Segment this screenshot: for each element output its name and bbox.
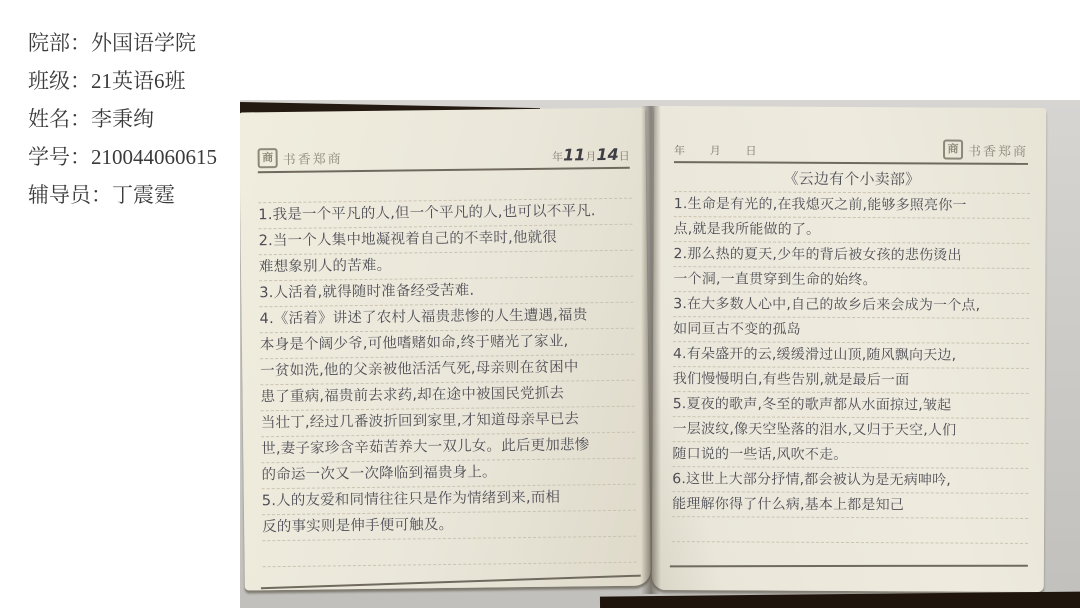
info-value: 21英语6班 [91,69,186,93]
handwritten-line: 1.生命是有光的,在我熄灭之前,能够多照亮你一 [674,192,1030,219]
handwritten-line: 一层波纹,像天空坠落的泪水,又归于天空,人们 [673,417,1029,444]
brand [943,139,1028,159]
brand-logo-icon: 商 [943,139,963,159]
ruled-line-empty [672,517,1028,544]
handwritten-line: 2.当一个人集中地凝视着自己的不幸时,他就很 [259,225,633,256]
handwritten-line: 本身是个阔少爷,可他嗜赌如命,终于赌光了家业, [260,329,634,360]
handwritten-line: 4.《活着》讲述了农村人福贵悲惨的人生遭遇,福贵 [259,303,633,334]
handwritten-line: 3.人活着,就得随时准备经受苦难. [259,277,633,308]
handwritten-line: 4.有朵盛开的云,缓缓滑过山顶,随风飘向天边, [673,342,1029,369]
left-page-ruled-area [258,173,637,568]
table-edge-dark-band [600,591,1080,608]
right-page-ruled-area [672,165,1030,544]
right-page-header [674,138,1028,165]
notebook-photo [240,100,1080,608]
handwritten-line: 患了重病,福贵前去求药,却在途中被国民党抓去 [260,381,634,412]
left-page-footer-line [261,575,641,590]
handwritten-line: 难想象别人的苦难。 [259,251,633,282]
handwritten-line: 世,妻子家珍含辛茹苦养大一双儿女。此后更加悲惨 [261,433,635,464]
info-label: 院部： [28,31,91,55]
info-label: 学号： [28,145,91,169]
brand-name: 书香郑商 [967,143,1029,159]
date-year-label: 年 [552,151,564,164]
notebook-left-page [240,108,651,591]
brand-logo-icon: 商 [258,148,278,168]
right-page-date-blank: 年 月 日 [674,145,768,158]
handwritten-line: 一个洞,一直贯穿到生命的始终。 [673,267,1029,294]
handwritten-line: 的命运一次又一次降临到福贵身上。 [261,459,635,490]
handwritten-line: 3.在大多数人心中,自己的故乡后来会成为一个点, [673,292,1029,319]
info-value: 李秉绚 [91,107,154,131]
info-line-class [28,62,217,100]
handwritten-line: 点,就是我所能做的了。 [674,217,1030,244]
handwritten-line: 随口说的一些话,风吹不走。 [672,442,1028,469]
info-value: 外国语学院 [91,31,196,55]
handwritten-line: 一贫如洗,他的父亲被他活活气死,母亲则在贫困中 [260,355,634,386]
info-label: 姓名： [28,107,91,131]
handwritten-line: 5.夏夜的歌声,冬至的歌声都从水面掠过,皱起 [673,392,1029,419]
date-month-label: 月 [585,151,597,164]
handwritten-line: 如同亘古不变的孤岛 [673,317,1029,344]
left-page-date [552,145,630,165]
date-month-value: 11 [562,145,586,165]
handwritten-line: 5.人的友爱和同情往往只是作为情绪到来,而相 [262,485,636,516]
handwritten-line: 能理解你得了什么病,基本上都是知己 [672,492,1028,519]
student-info-block [28,24,217,214]
left-page-header [258,144,630,174]
notebook-right-page [652,106,1047,592]
ruled-line-empty [262,537,636,568]
info-value: 210044060615 [91,145,217,169]
date-day-label: 日 [618,150,630,163]
notebook-spine-shadow [641,106,661,594]
info-value: 丁震霆 [112,183,175,207]
brand [258,147,343,168]
info-line-student-id [28,138,217,176]
handwritten-line: 6.这世上大部分抒情,都会被认为是无病呻吟, [672,467,1028,494]
info-line-counselor [28,176,217,214]
handwritten-line: 反的事实则是伸手便可触及。 [262,511,636,542]
info-line-department [28,24,217,62]
brand-name: 书香郑商 [282,150,343,167]
right-page-footer-line [670,565,1028,568]
handwritten-line: 2.那么热的夏天,少年的背后被女孩的悲伤烫出 [673,242,1029,269]
handwritten-line: 当壮丁,经过几番波折回到家里,才知道母亲早已去 [261,407,635,438]
handwritten-line: 1.我是一个平凡的人,但一个平凡的人,也可以不平凡. [258,199,632,230]
handwritten-line: 我们慢慢明白,有些告别,就是最后一面 [673,367,1029,394]
essay-title: 《云边有个小卖部》 [783,169,921,189]
essay-title-row [674,165,1030,194]
info-label: 班级： [28,69,91,93]
header-spacer [343,165,552,168]
info-label: 辅导员： [28,183,112,207]
header-spacer [767,159,942,160]
date-day-value: 14 [596,144,619,165]
info-line-name [28,100,217,138]
